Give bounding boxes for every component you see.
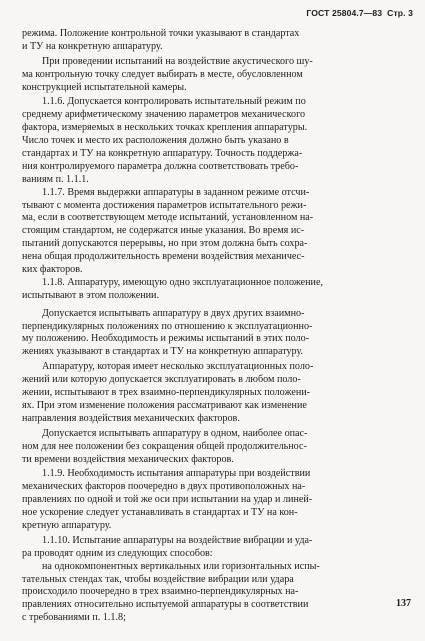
text-line: механических факторов поочередно в двух противоположных на-: [22, 481, 306, 493]
document-body: [22, 28, 406, 625]
text-line: фактора, измеряемых в нескольких точках крепления аппаратуры.: [22, 122, 308, 134]
text-line: испытывают в этом положении.: [22, 289, 159, 301]
text-line: ра проводят одним из следующих способов:: [22, 547, 213, 559]
text-line: Допускается испытывать аппаратуру в двух других взаимно-: [42, 307, 305, 319]
text-line: ное ускорение следует устанавливать в стандартах и ТУ на кон-: [22, 507, 298, 519]
text-line: 1.1.7. Время выдержки аппаратуры в заданном режиме отсчи-: [42, 186, 310, 198]
text-line: правлениях относительно испытуемой аппаратуры в соответствии: [22, 599, 309, 611]
text-line: и ТУ на конкретную аппаратуру.: [22, 40, 163, 52]
text-line: Допускается испытывать аппаратуру в одном, наиболее опас-: [42, 427, 308, 439]
text-line: При проведении испытаний на воздействие акустического шу-: [42, 55, 313, 67]
text-line: правлениях по одной и той же оси при испытании на удар и линей-: [22, 494, 313, 506]
text-line: 1.1.6. Допускается контролировать испытательный режим по: [42, 96, 306, 108]
text-line: жениях указывают в стандартах и ТУ на конкретную аппаратуру.: [22, 346, 304, 358]
text-line: с требованиями п. 1.1.8;: [22, 612, 126, 624]
text-line: му положению. Необходимость и режимы испытаний в этих поло-: [22, 333, 310, 345]
text-line: тательных стендах так, чтобы воздействие вибрации или удара: [22, 573, 294, 585]
text-line: нена общая продолжительность времени воздействия механичес-: [22, 251, 305, 263]
standard-code: ГОСТ 25804.7—83: [306, 8, 383, 18]
text-line: пытаний допускаются перерывы, но при этом должна быть сохра-: [22, 238, 308, 250]
text-line: ваниям п. 1.1.1.: [22, 173, 89, 185]
text-line: на однокомпонентных вертикальных или горизонтальных испы-: [42, 560, 320, 572]
page-number: 137: [396, 598, 411, 609]
text-line: тывают с момента достижения параметров испытательного режи-: [22, 199, 307, 211]
text-line: режима. Положение контрольной точки указывают в стандартах: [22, 28, 300, 39]
text-line: кретную аппаратуру.: [22, 519, 112, 531]
text-line: 1.1.10. Испытание аппаратуры на воздействие вибрации и уда-: [42, 534, 313, 546]
text-line: ния контролируемого параметра должна соответствовать требо-: [22, 160, 299, 172]
text-line: ях. При этом изменение положения рассматривают как изменение: [22, 399, 307, 411]
text-line: жении, испытывают в трех взаимно-перпендикулярных положени-: [22, 387, 311, 399]
text-line: ма, если в соответствующем методе испытаний, установленном на-: [22, 212, 314, 224]
text-line: ких факторов.: [22, 264, 83, 276]
text-line: жений или которую допускается эксплуатировать в любом поло-: [22, 374, 301, 386]
text-line: направления воздействия механических факторов.: [22, 412, 240, 424]
text-line: конструкцией испытательной камеры.: [22, 81, 187, 93]
text-line: 1.1.9. Необходимость испытания аппаратуры при воздействии: [42, 468, 311, 480]
text-line: Число точек и место их расположения должно быть указано в: [22, 135, 289, 147]
text-line: происходило поочередно в трех взаимно-перпендикулярных на-: [22, 586, 299, 598]
text-line: Аппаратуру, которая имеет несколько эксплуатационных поло-: [42, 361, 314, 373]
text-line: стоящим стандартом, не содержатся иные указания. Во время ис-: [22, 225, 305, 237]
page-label: Стр. 3: [387, 8, 413, 18]
text-line: 1.1.8. Аппаратуру, имеющую одно эксплуатационное положение,: [42, 276, 323, 288]
text-line: ти времени воздействия механических факторов.: [22, 453, 234, 465]
page-header: [306, 8, 413, 18]
text-line: среднему арифметическому значению параметров механического: [22, 109, 306, 121]
text-line: ма контрольную точку следует выбирать в месте, обусловленном: [22, 68, 303, 80]
text-line: перпендикулярных положениях по отношению к эксплуатационно-: [22, 320, 313, 332]
text-line: стандартах и ТУ на конкретную аппаратуру. Точность поддержа-: [22, 148, 303, 160]
text-line: ном для нее положении без сокращения общей продолжительнос-: [22, 440, 307, 452]
